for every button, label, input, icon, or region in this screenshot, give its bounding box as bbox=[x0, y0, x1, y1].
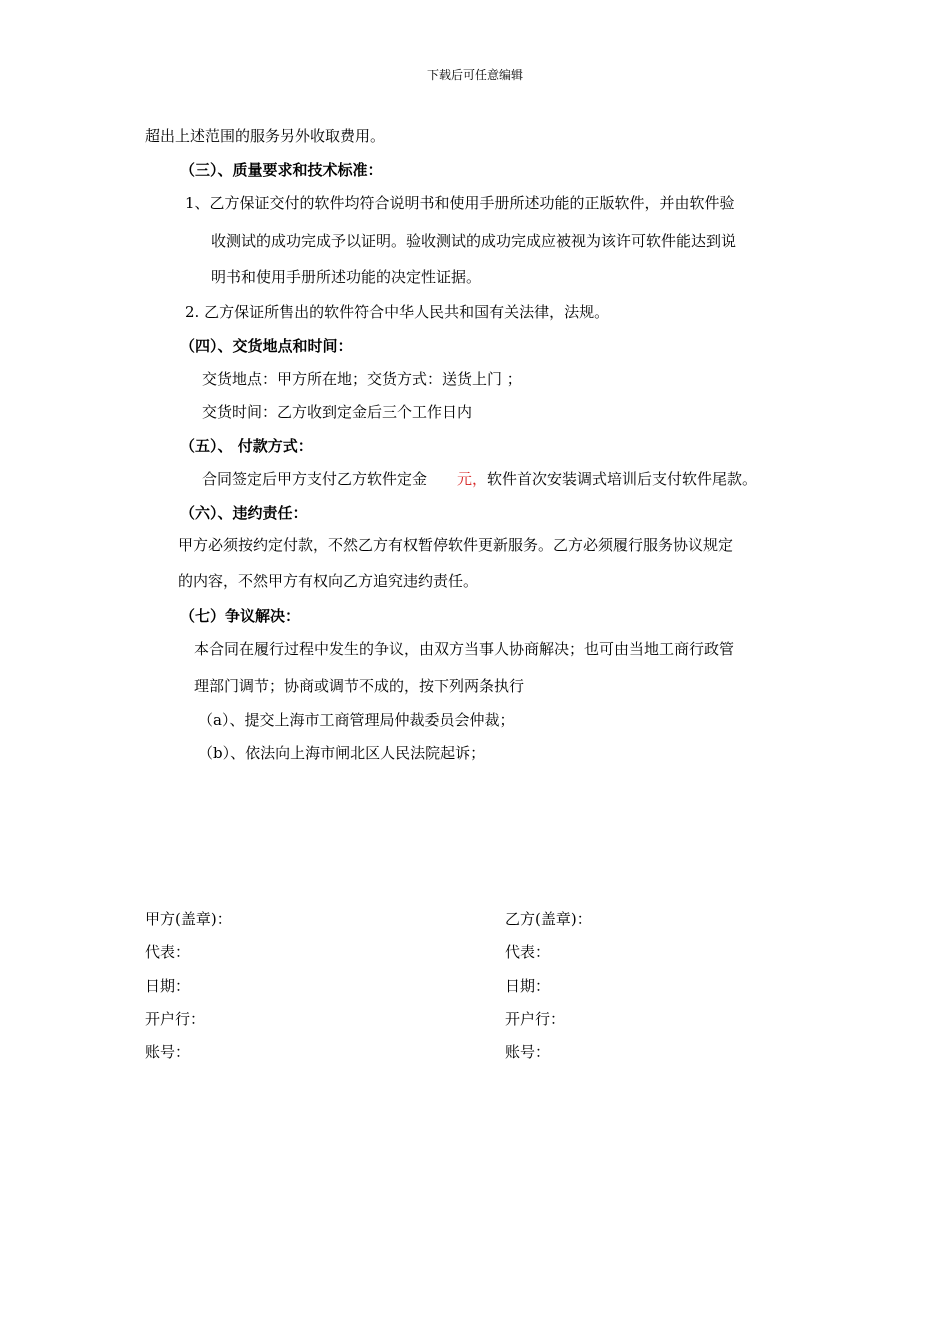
section-heading-7: （七）争议解决： bbox=[180, 607, 301, 625]
dispute-line: 本合同在履行过程中发生的争议，由双方当事人协商解决；也可由当地工商行政管 bbox=[194, 640, 735, 658]
section-heading-3: （三）、质量要求和技术标准： bbox=[180, 161, 383, 179]
party-b-bank-label: 开户行： bbox=[505, 1010, 566, 1028]
section-heading-5: （五）、 付款方式： bbox=[180, 437, 313, 455]
delivery-location: 交货地点：甲方所在地；交货方式：送货上门 ； bbox=[202, 370, 522, 388]
liability-line: 的内容，不然甲方有权向乙方追究违约责任。 bbox=[178, 572, 479, 590]
list-item-1-line: 收测试的成功完成予以证明。验收测试的成功完成应被视为该许可软件能达到说 bbox=[211, 232, 737, 250]
page-header: 下载后可任意编辑 bbox=[426, 68, 523, 82]
party-a-representative-label: 代表： bbox=[145, 943, 191, 961]
paragraph-line: 超出上述范围的服务另外收取费用。 bbox=[145, 127, 386, 145]
party-b-date-label: 日期： bbox=[505, 977, 551, 995]
party-a-seal-label: 甲方(盖章)： bbox=[145, 910, 232, 928]
dispute-line: 理部门调节；协商或调节不成的，按下列两条执行 bbox=[194, 677, 525, 695]
party-b-account-label: 账号： bbox=[505, 1043, 551, 1061]
party-a-account-label: 账号： bbox=[145, 1043, 191, 1061]
section-heading-6: （六）、违约责任： bbox=[180, 504, 308, 522]
list-item-1-line: 1、乙方保证交付的软件均符合说明书和使用手册所述功能的正版软件，并由软件验 bbox=[185, 194, 735, 212]
dispute-option-b: （b）、依法向上海市闸北区人民法院起诉； bbox=[198, 744, 486, 762]
list-item-1-line: 明书和使用手册所述功能的决定性证据。 bbox=[211, 268, 482, 286]
payment-amount-unit: 元， bbox=[457, 470, 488, 488]
payment-text-a: 合同签定后甲方支付乙方软件定金 bbox=[202, 470, 428, 488]
payment-text-b: 软件首次安装调式培训后支付软件尾款。 bbox=[487, 470, 758, 488]
delivery-time: 交货时间：乙方收到定金后三个工作日内 bbox=[202, 403, 473, 421]
party-b-representative-label: 代表： bbox=[505, 943, 551, 961]
party-a-bank-label: 开户行： bbox=[145, 1010, 206, 1028]
party-b-seal-label: 乙方(盖章)： bbox=[505, 910, 592, 928]
section-heading-4: （四）、交货地点和时间： bbox=[180, 337, 353, 355]
payment-line bbox=[202, 469, 757, 489]
liability-line: 甲方必须按约定付款，不然乙方有权暂停软件更新服务。乙方必须履行服务协议规定 bbox=[178, 536, 734, 554]
list-item-2: 2. 乙方保证所售出的软件符合中华人民共和国有关法律，法规。 bbox=[185, 303, 610, 321]
party-a-date-label: 日期： bbox=[145, 977, 191, 995]
dispute-option-a: （a）、提交上海市工商管理局仲裁委员会仲裁； bbox=[198, 711, 515, 729]
